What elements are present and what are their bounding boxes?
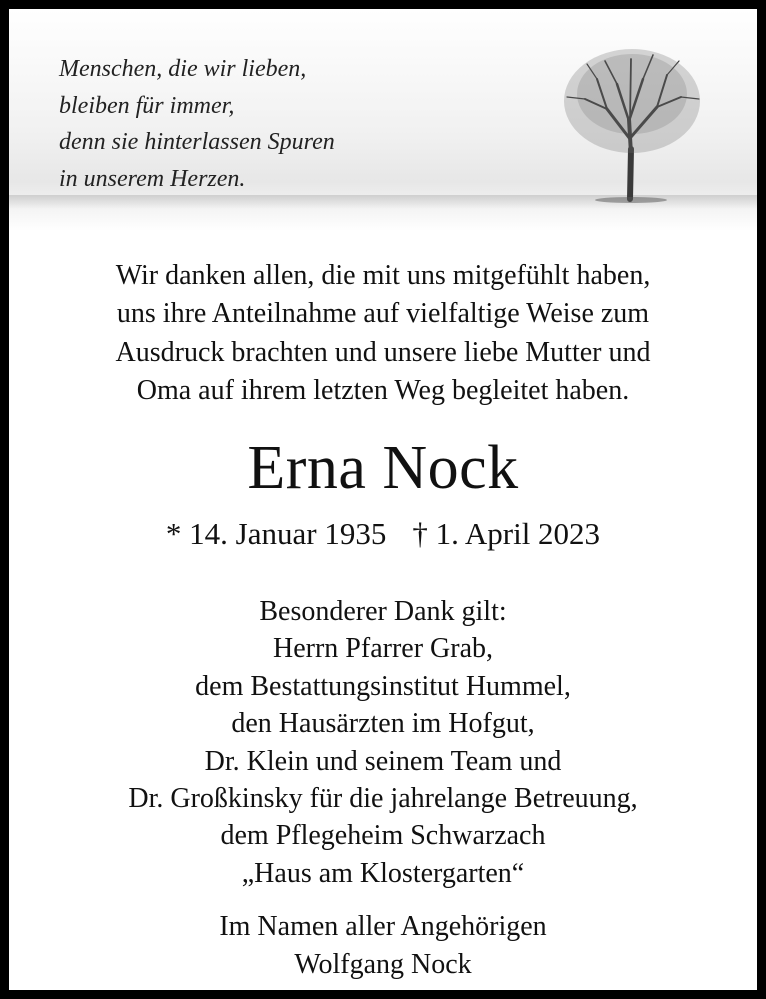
special-thanks-line: „Haus am Klostergarten“ — [241, 857, 525, 889]
special-thanks-line: Besonderer Dank gilt: — [259, 596, 507, 627]
quote-line: in unserem Herzen. — [59, 165, 246, 192]
special-thanks-line: Dr. Klein und seinem Team und — [204, 745, 562, 777]
quote-line: denn sie hinterlassen Spuren — [59, 129, 335, 155]
signature-line: Im Namen aller Angehörigen — [219, 911, 547, 942]
life-dates — [9, 514, 757, 554]
special-thanks-line: den Hausärzten im Hofgut, — [231, 708, 535, 740]
special-thanks-line: Herrn Pfarrer Grab, — [273, 633, 493, 665]
quote-line: Menschen, die wir lieben, — [59, 56, 307, 82]
memorial-quote — [59, 51, 335, 197]
special-thanks-line: Dr. Großkinsky für die jahrelange Betreuung, — [128, 783, 638, 815]
birth-date: * 14. Januar 1935 — [165, 516, 387, 551]
tree-icon — [557, 39, 707, 204]
thanks-paragraph — [9, 257, 757, 410]
deceased-name: Erna Nock — [247, 434, 519, 502]
thanks-line: Ausdruck brachten und unsere liebe Mutter und — [115, 336, 651, 368]
special-thanks — [9, 593, 757, 892]
thanks-line: Oma auf ihrem letzten Weg begleitet haben. — [136, 374, 630, 406]
thanks-line: Wir danken allen, die mit uns mitgefühlt haben, — [115, 260, 651, 291]
special-thanks-line: dem Bestattungsinstitut Hummel, — [195, 670, 571, 702]
quote-line: bleiben für immer, — [59, 92, 235, 119]
signature-name: Wolfgang Nock — [294, 949, 472, 980]
death-date: † 1. April 2023 — [412, 516, 601, 551]
signature — [9, 908, 757, 984]
special-thanks-line: dem Pflegeheim Schwarzach — [220, 820, 546, 852]
header-image-band — [9, 9, 757, 231]
thanks-line: uns ihre Anteilnahme auf vielfaltige Weise zum — [116, 298, 650, 330]
